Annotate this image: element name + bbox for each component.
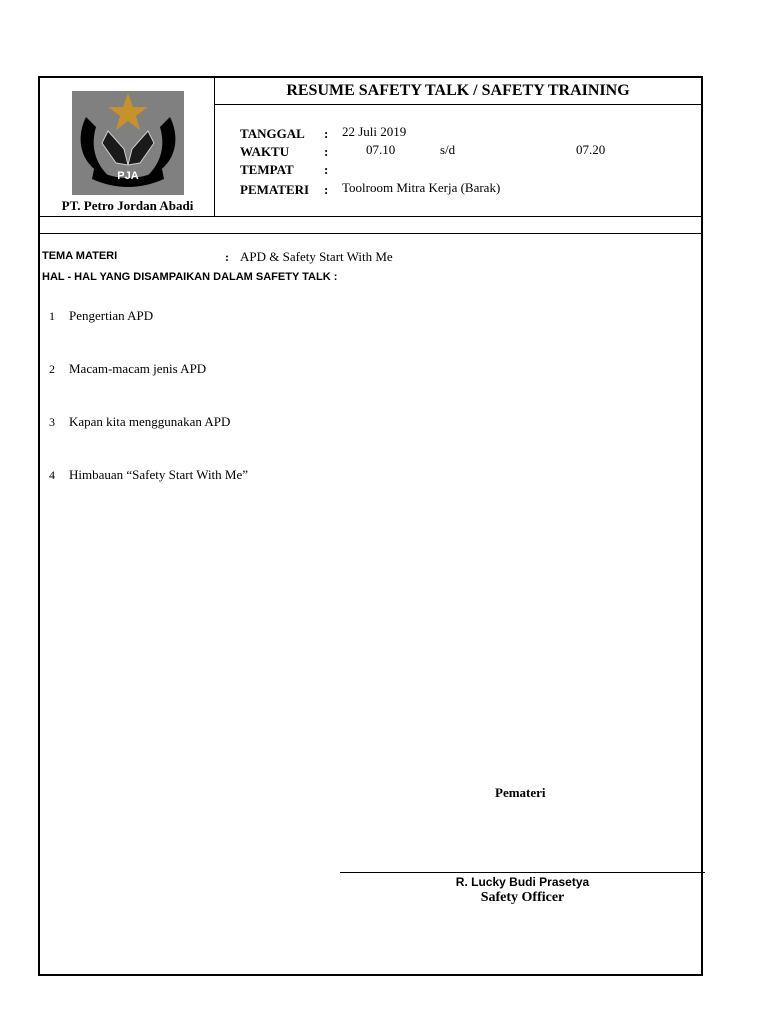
list-item-number: 2	[49, 362, 55, 376]
tempat-label: TEMPAT	[240, 162, 294, 177]
signature-label: Pemateri	[495, 785, 546, 800]
waktu-label: WAKTU	[240, 144, 290, 159]
list-item-text: Pengertian APD	[69, 308, 154, 323]
list-item-number: 1	[49, 309, 55, 323]
tanggal-value: 22 Juli 2019	[342, 124, 407, 139]
list-item	[49, 467, 248, 483]
signature-line	[340, 872, 705, 873]
divider-top	[40, 216, 701, 217]
logo-cell	[40, 78, 215, 216]
tema-materi-value: APD & Safety Start With Me	[240, 249, 393, 264]
waktu-separator: s/d	[440, 142, 456, 157]
pja-emblem-icon	[72, 91, 184, 195]
tempat-colon: :	[324, 162, 329, 177]
document-frame	[38, 76, 703, 976]
waktu-start: 07.10	[366, 142, 396, 157]
pemateri-label: PEMATERI	[240, 182, 310, 197]
document-title: RESUME SAFETY TALK / SAFETY TRAINING	[215, 78, 701, 105]
tema-materi-colon: :	[225, 250, 229, 264]
waktu-colon: :	[324, 144, 329, 159]
waktu-end: 07.20	[576, 142, 606, 157]
list-item-text: Himbauan “Safety Start With Me”	[69, 467, 249, 482]
signature-role: Safety Officer	[480, 890, 565, 905]
signature-name: R. Lucky Budi Prasetya	[455, 875, 590, 889]
list-item-text: Macam-macam jenis APD	[69, 361, 207, 376]
divider-bottom	[40, 233, 701, 234]
pemateri-value: Toolroom Mitra Kerja (Barak)	[342, 180, 501, 195]
list-item	[49, 308, 153, 324]
svg-text:PJA: PJA	[117, 170, 139, 182]
list-item	[49, 361, 206, 377]
list-item	[49, 414, 230, 430]
tema-materi-label: TEMA MATERI	[42, 250, 118, 262]
info-block	[240, 126, 700, 206]
list-item-number: 3	[49, 415, 55, 429]
company-name: PT. Petro Jordan Abadi	[61, 198, 194, 213]
pemateri-colon: :	[324, 182, 329, 197]
tanggal-label: TANGGAL	[240, 126, 305, 141]
company-logo	[72, 91, 184, 195]
list-item-number: 4	[49, 468, 55, 482]
tanggal-colon: :	[324, 126, 329, 141]
list-item-text: Kapan kita menggunakan APD	[69, 414, 231, 429]
hal-label: HAL - HAL YANG DISAMPAIKAN DALAM SAFETY TALK :	[42, 271, 338, 283]
